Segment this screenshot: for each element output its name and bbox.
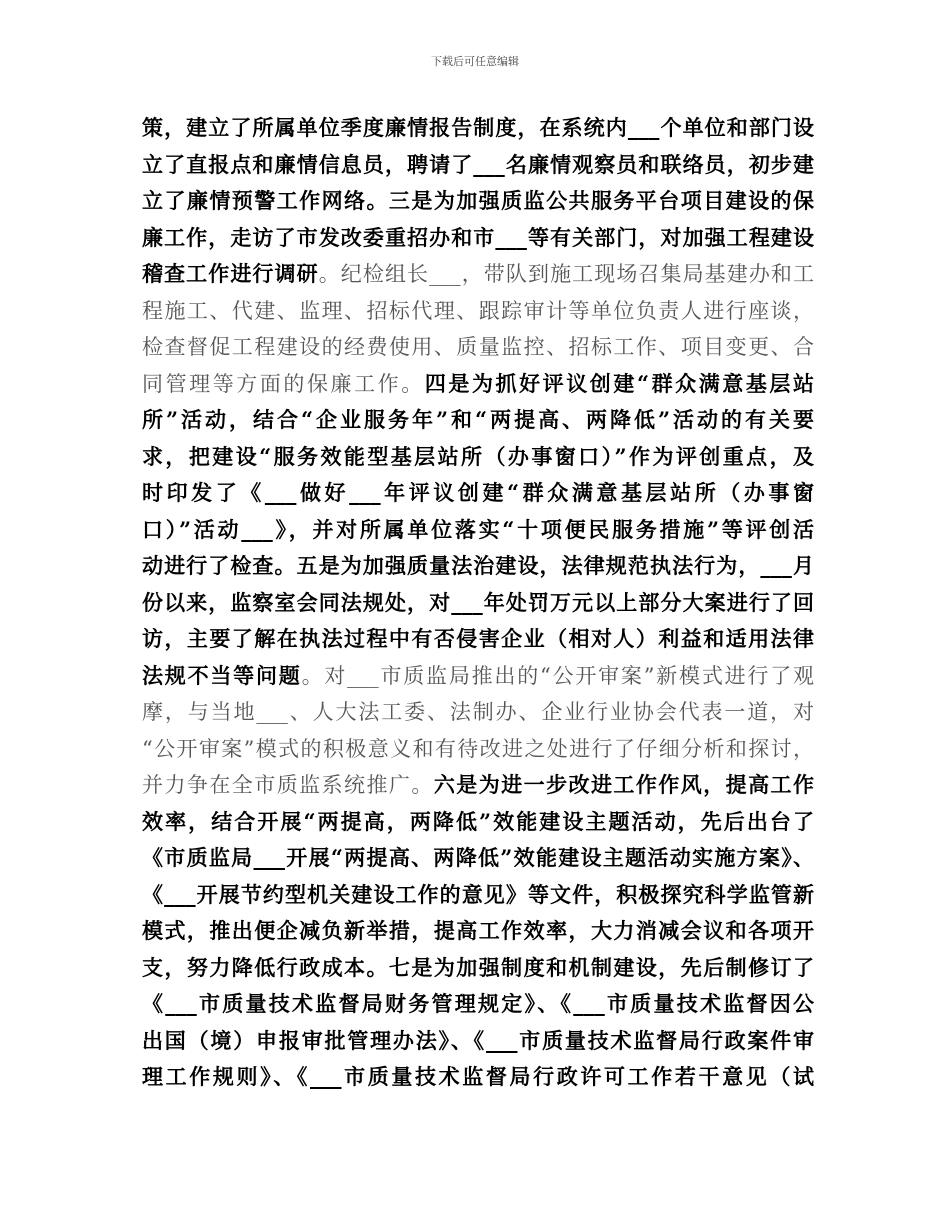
page-header: 下载后可任意编辑 xyxy=(431,55,519,68)
text-line xyxy=(142,1059,814,1096)
text-segment: 求，把建设“服务效能型基层站所（办事窗口）”作为评创重点，及 xyxy=(142,443,814,469)
text-segment: 法规不当等问题 xyxy=(142,662,302,688)
document-body xyxy=(142,110,814,1096)
text-segment: 所”活动，结合“企业服务年”和“两提高、两降低”活动的有关要 xyxy=(142,407,814,432)
text-segment: 廉工作，走访了市发改委重招办和市___等有关部门，对加强工程建设 xyxy=(142,224,814,250)
text-line xyxy=(142,548,814,585)
text-segment: 访，主要了解在执法过程中有否侵害企业（相对人）利益和适用法律 xyxy=(142,626,814,651)
text-segment: 《___开展节约型机关建设工作的意见》等文件，积极探究科学监管新 xyxy=(142,881,814,907)
text-line xyxy=(142,329,814,366)
text-segment: 六是为进一步改进工作作风，提高工作 xyxy=(433,772,814,797)
text-segment: 同管理等方面的保廉工作。 xyxy=(142,371,425,396)
text-line xyxy=(142,220,814,257)
text-segment: 策，建立了所属单位季度廉情报告制度，在系统内___个单位和部门设 xyxy=(142,115,814,140)
text-segment: 程施工、代建、监理、招标代理、跟踪审计等单位负责人进行座谈， xyxy=(142,298,814,323)
text-segment: 并力争在全市质监系统推广。 xyxy=(142,773,434,797)
text-segment: 立了廉情预警工作网络。三是为加强质监公共服务平台项目建设的保 xyxy=(142,188,814,213)
text-segment: 时印发了《___做好___年评议创建“群众满意基层站所（办事窗 xyxy=(142,480,814,505)
text-line xyxy=(142,658,814,695)
text-segment: 理工作规则》、《___市质量技术监督局行政许可工作若干意见（试 xyxy=(142,1064,814,1089)
text-line xyxy=(142,1023,814,1060)
text-line xyxy=(142,767,814,804)
text-line xyxy=(142,256,814,293)
text-line xyxy=(142,986,814,1023)
text-line xyxy=(142,804,814,841)
text-segment: “公开审案”模式的积极意义和有待改进之处进行了仔细分析和探讨， xyxy=(142,736,814,761)
text-line xyxy=(142,913,814,950)
text-line xyxy=(142,366,814,403)
text-segment: 模式，推出便企减负新举措，提高工作效率，大力消减会议和各项开 xyxy=(142,918,814,943)
text-segment: 立了直报点和廉情信息员，聘请了___名廉情观察员和联络员，初步建 xyxy=(142,151,814,177)
text-segment: 口）”活动___》，并对所属单位落实“十项便民服务措施”等评创活 xyxy=(142,516,814,542)
text-line xyxy=(142,110,814,147)
text-line xyxy=(142,621,814,658)
text-segment: 效率，结合开展“两提高，两降低”效能建设主题活动，先后出台了 xyxy=(142,808,814,834)
text-line xyxy=(142,731,814,768)
text-segment: 份以来，监察室会同法规处，对___年处罚万元以上部分大案进行了回 xyxy=(142,589,814,615)
text-line xyxy=(142,402,814,439)
text-line xyxy=(142,293,814,330)
text-segment: 动进行了检查。五是为加强质量法治建设，法律规范执法行为，___月 xyxy=(142,553,814,578)
text-segment: 稽查工作进行调研 xyxy=(142,261,319,286)
text-segment: 支，努力降低行政成本。七是为加强制度和机制建设，先后制修订了 xyxy=(142,954,814,980)
text-segment: 四是为抓好评议创建“群众满意基层站 xyxy=(424,370,814,396)
text-segment: 检查督促工程建设的经费使用、质量监控、招标工作、项目变更、合 xyxy=(142,335,814,359)
text-line xyxy=(142,950,814,987)
text-segment: 《___市质量技术监督局财务管理规定》、《___市质量技术监督因公 xyxy=(142,991,814,1016)
text-line xyxy=(142,585,814,622)
text-line xyxy=(142,877,814,914)
text-line xyxy=(142,840,814,877)
text-segment: 《市质监局___开展“两提高、两降低”效能建设主题活动实施方案》、 xyxy=(142,845,814,870)
text-line xyxy=(142,439,814,476)
text-segment: 摩，与当地___、人大法工委、法制办、企业行业协会代表一道，对 xyxy=(142,700,814,724)
text-segment: 。对___市质监局推出的“公开审案”新模式进行了观 xyxy=(301,663,814,688)
text-segment: 。纪检组长___，带队到施工现场召集局基建办和工 xyxy=(318,262,814,286)
text-line xyxy=(142,694,814,731)
text-line xyxy=(142,147,814,184)
text-line xyxy=(142,475,814,512)
text-line xyxy=(142,512,814,549)
text-line xyxy=(142,183,814,220)
text-segment: 出国（境）申报审批管理办法》、《___市质量技术监督局行政案件审 xyxy=(142,1027,814,1053)
